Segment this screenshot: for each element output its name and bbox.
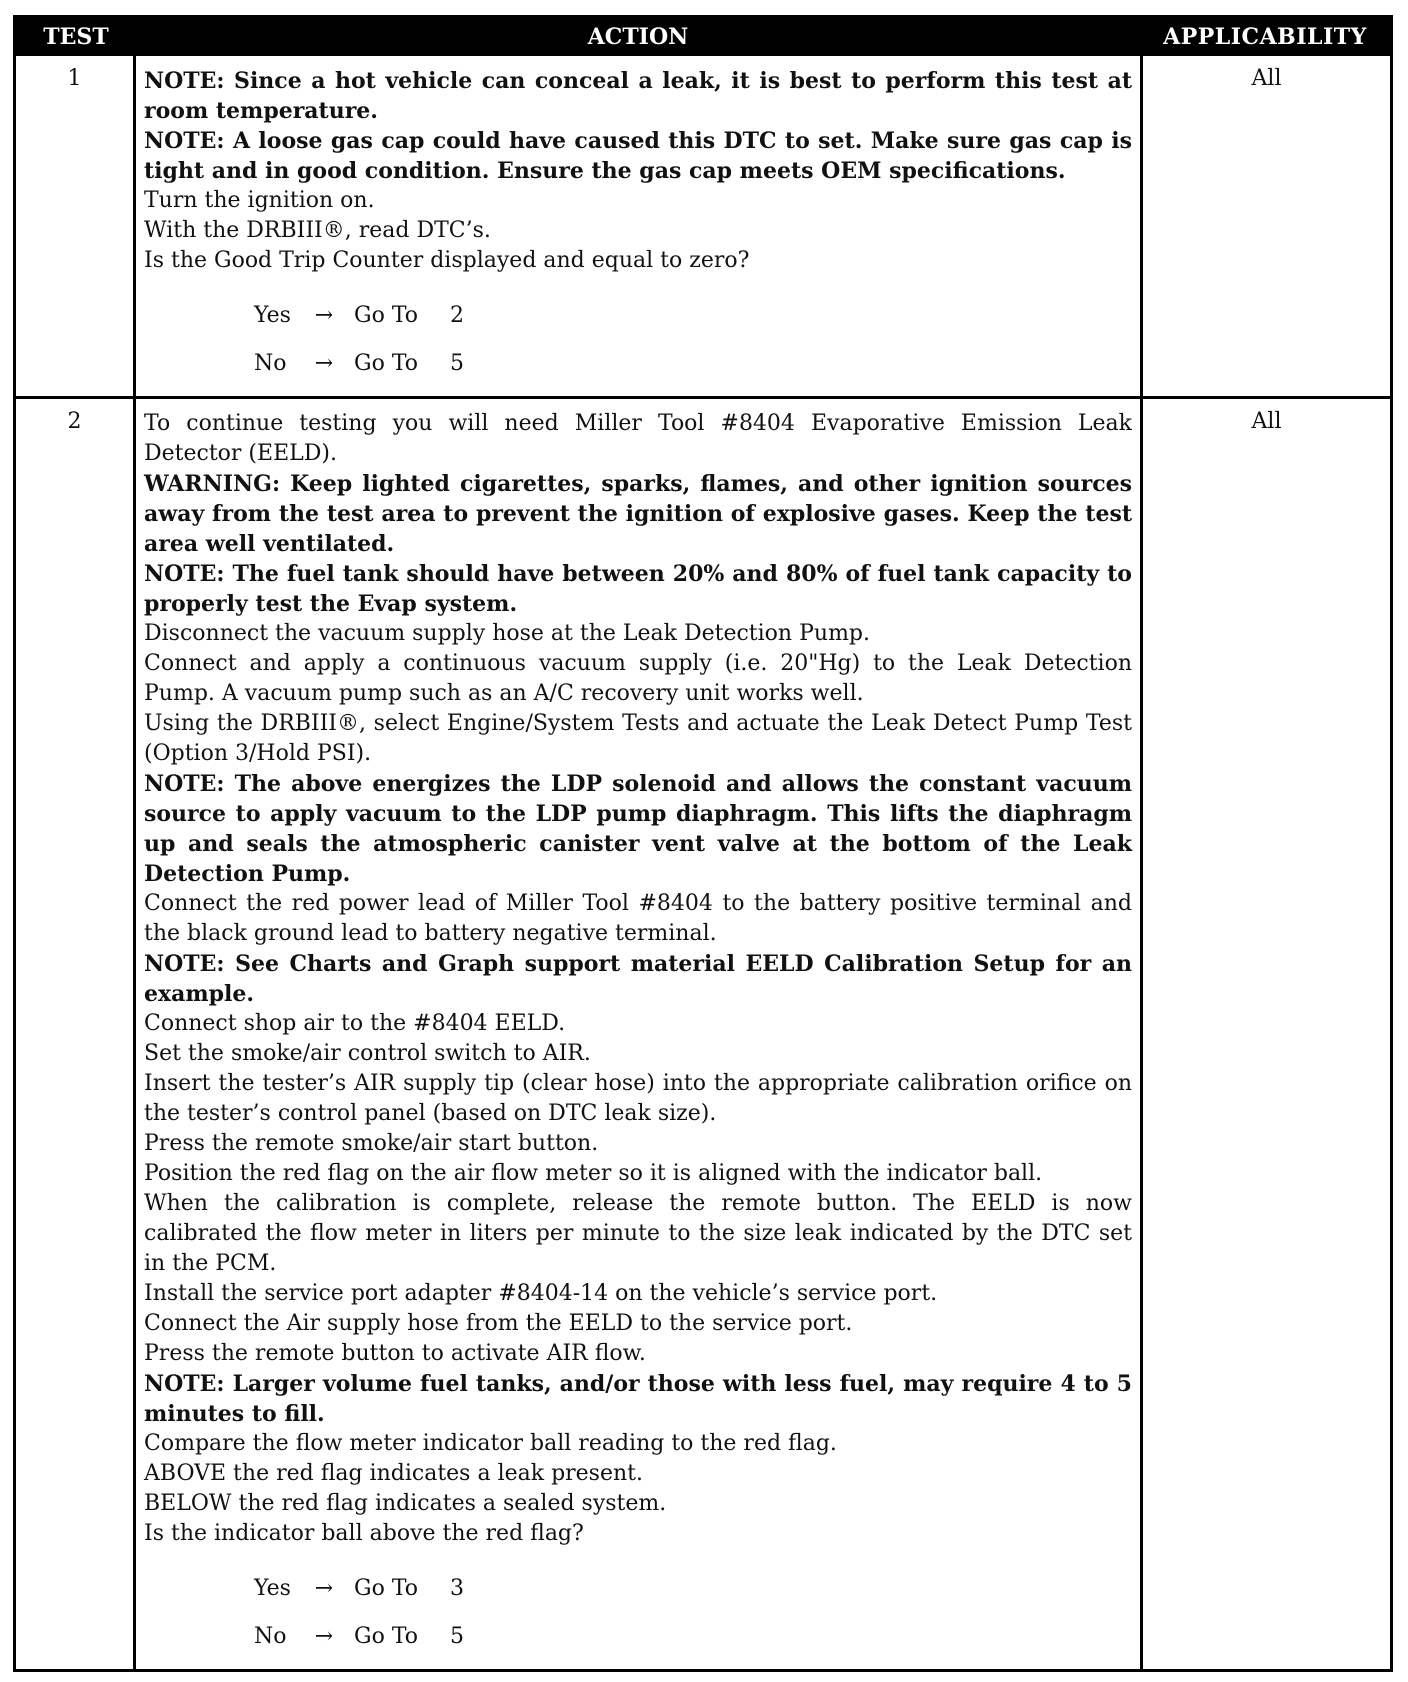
arrow-icon: →: [314, 351, 334, 376]
header-test: TEST: [43, 24, 109, 50]
test-number: 1: [16, 56, 136, 396]
instruction-text: ABOVE the red flag indicates a leak present.: [144, 1461, 643, 1486]
branch-answer: Yes: [254, 303, 291, 328]
note-text: NOTE: See Charts and Graph support material EELD Calibration Setup for an example.: [144, 951, 1132, 1007]
applicability-cell: All: [1251, 409, 1282, 434]
table-header: [16, 18, 1390, 56]
goto-label: Go To: [354, 351, 419, 376]
table-body: [16, 56, 1390, 1669]
branch-yes: [144, 292, 1132, 340]
branch-no: [144, 1613, 1132, 1661]
instruction-text: Press the remote button to activate AIR flow.: [144, 1341, 646, 1366]
note-text: NOTE: Since a hot vehicle can conceal a leak, it is best to perform this test at room temperature.: [144, 68, 1132, 124]
branch-list: [144, 1565, 1132, 1661]
header-action: ACTION: [587, 24, 689, 50]
goto-target: 2: [450, 303, 464, 328]
applicability-cell: All: [1251, 66, 1282, 91]
instruction-text: Position the red flag on the air flow meter so it is aligned with the indicator ball.: [144, 1161, 1043, 1186]
instruction-text: With the DRBIII®, read DTC’s.: [144, 218, 491, 243]
instruction-text: Install the service port adapter #8404-14 on the vehicle’s service port.: [144, 1281, 938, 1306]
note-text: WARNING: Keep lighted cigarettes, sparks, flames, and other ignition sources away from the test area to prevent the ignition of explosive gases. Keep the test area well ventilated.: [144, 471, 1132, 557]
instruction-text: Connect the Air supply hose from the EELD to the service port.: [144, 1311, 853, 1336]
note-text: NOTE: Larger volume fuel tanks, and/or those with less fuel, may require 4 to 5 minutes to fill.: [144, 1371, 1132, 1427]
branch-yes: [144, 1565, 1132, 1613]
action-cell: [136, 56, 1143, 396]
instruction-text: Is the indicator ball above the red flag?: [144, 1521, 584, 1546]
branch-answer: No: [254, 351, 287, 376]
instruction-text: Using the DRBIII®, select Engine/System Tests and actuate the Leak Detect Pump Test (Option 3/Hold PSI).: [144, 711, 1132, 766]
instruction-text: Connect shop air to the #8404 EELD.: [144, 1011, 566, 1036]
instruction-text: BELOW the red flag indicates a sealed system.: [144, 1491, 667, 1516]
instruction-text: Compare the flow meter indicator ball reading to the red flag.: [144, 1431, 837, 1456]
instruction-text: Set the smoke/air control switch to AIR.: [144, 1041, 591, 1066]
diagnostic-test-table: [13, 15, 1393, 1672]
branch-answer: No: [254, 1624, 287, 1649]
goto-label: Go To: [354, 303, 419, 328]
note-text: NOTE: The fuel tank should have between 20% and 80% of fuel tank capacity to properly test the Evap system.: [144, 561, 1132, 617]
goto-target: 5: [450, 351, 464, 376]
instruction-text: Disconnect the vacuum supply hose at the Leak Detection Pump.: [144, 621, 870, 646]
goto-target: 5: [450, 1624, 464, 1649]
instruction-text: Press the remote smoke/air start button.: [144, 1131, 599, 1156]
header-applicability: APPLICABILITY: [1163, 24, 1367, 50]
goto-target: 3: [450, 1576, 464, 1601]
note-text: NOTE: The above energizes the LDP solenoid and allows the constant vacuum source to apply vacuum to the LDP pump diaphragm. This lifts the diaphragm up and seals the atmospheric canister vent valve at the bottom of the Leak Detection Pump.: [144, 771, 1132, 887]
instruction-text: Insert the tester’s AIR supply tip (clear hose) into the appropriate calibration orifice on the tester’s control panel (based on DTC leak size).: [144, 1071, 1132, 1126]
branch-list: [144, 292, 1132, 388]
goto-label: Go To: [354, 1624, 419, 1649]
table-row: [16, 396, 1390, 1669]
arrow-icon: →: [314, 303, 334, 328]
instruction-text: When the calibration is complete, release the remote button. The EELD is now calibrated the flow meter in liters per minute to the size leak indicated by the DTC set in the PCM.: [144, 1191, 1132, 1276]
instruction-text: Connect and apply a continuous vacuum supply (i.e. 20"Hg) to the Leak Detection Pump. A vacuum pump such as an A/C recovery unit works well.: [144, 651, 1132, 706]
note-text: NOTE: A loose gas cap could have caused this DTC to set. Make sure gas cap is tight and in good condition. Ensure the gas cap meets OEM specifications.: [144, 128, 1132, 184]
test-number: 2: [16, 399, 136, 1669]
branch-answer: Yes: [254, 1576, 291, 1601]
action-cell: [136, 399, 1143, 1669]
goto-label: Go To: [354, 1576, 419, 1601]
instruction-text: To continue testing you will need Miller Tool #8404 Evaporative Emission Leak Detector (EELD).: [144, 411, 1132, 466]
branch-no: [144, 340, 1132, 388]
arrow-icon: →: [314, 1576, 334, 1601]
arrow-icon: →: [314, 1624, 334, 1649]
table-row: [16, 56, 1390, 396]
instruction-text: Connect the red power lead of Miller Tool #8404 to the battery positive terminal and the black ground lead to battery negative terminal.: [144, 891, 1132, 946]
instruction-text: Turn the ignition on.: [144, 188, 375, 213]
instruction-text: Is the Good Trip Counter displayed and equal to zero?: [144, 248, 750, 273]
